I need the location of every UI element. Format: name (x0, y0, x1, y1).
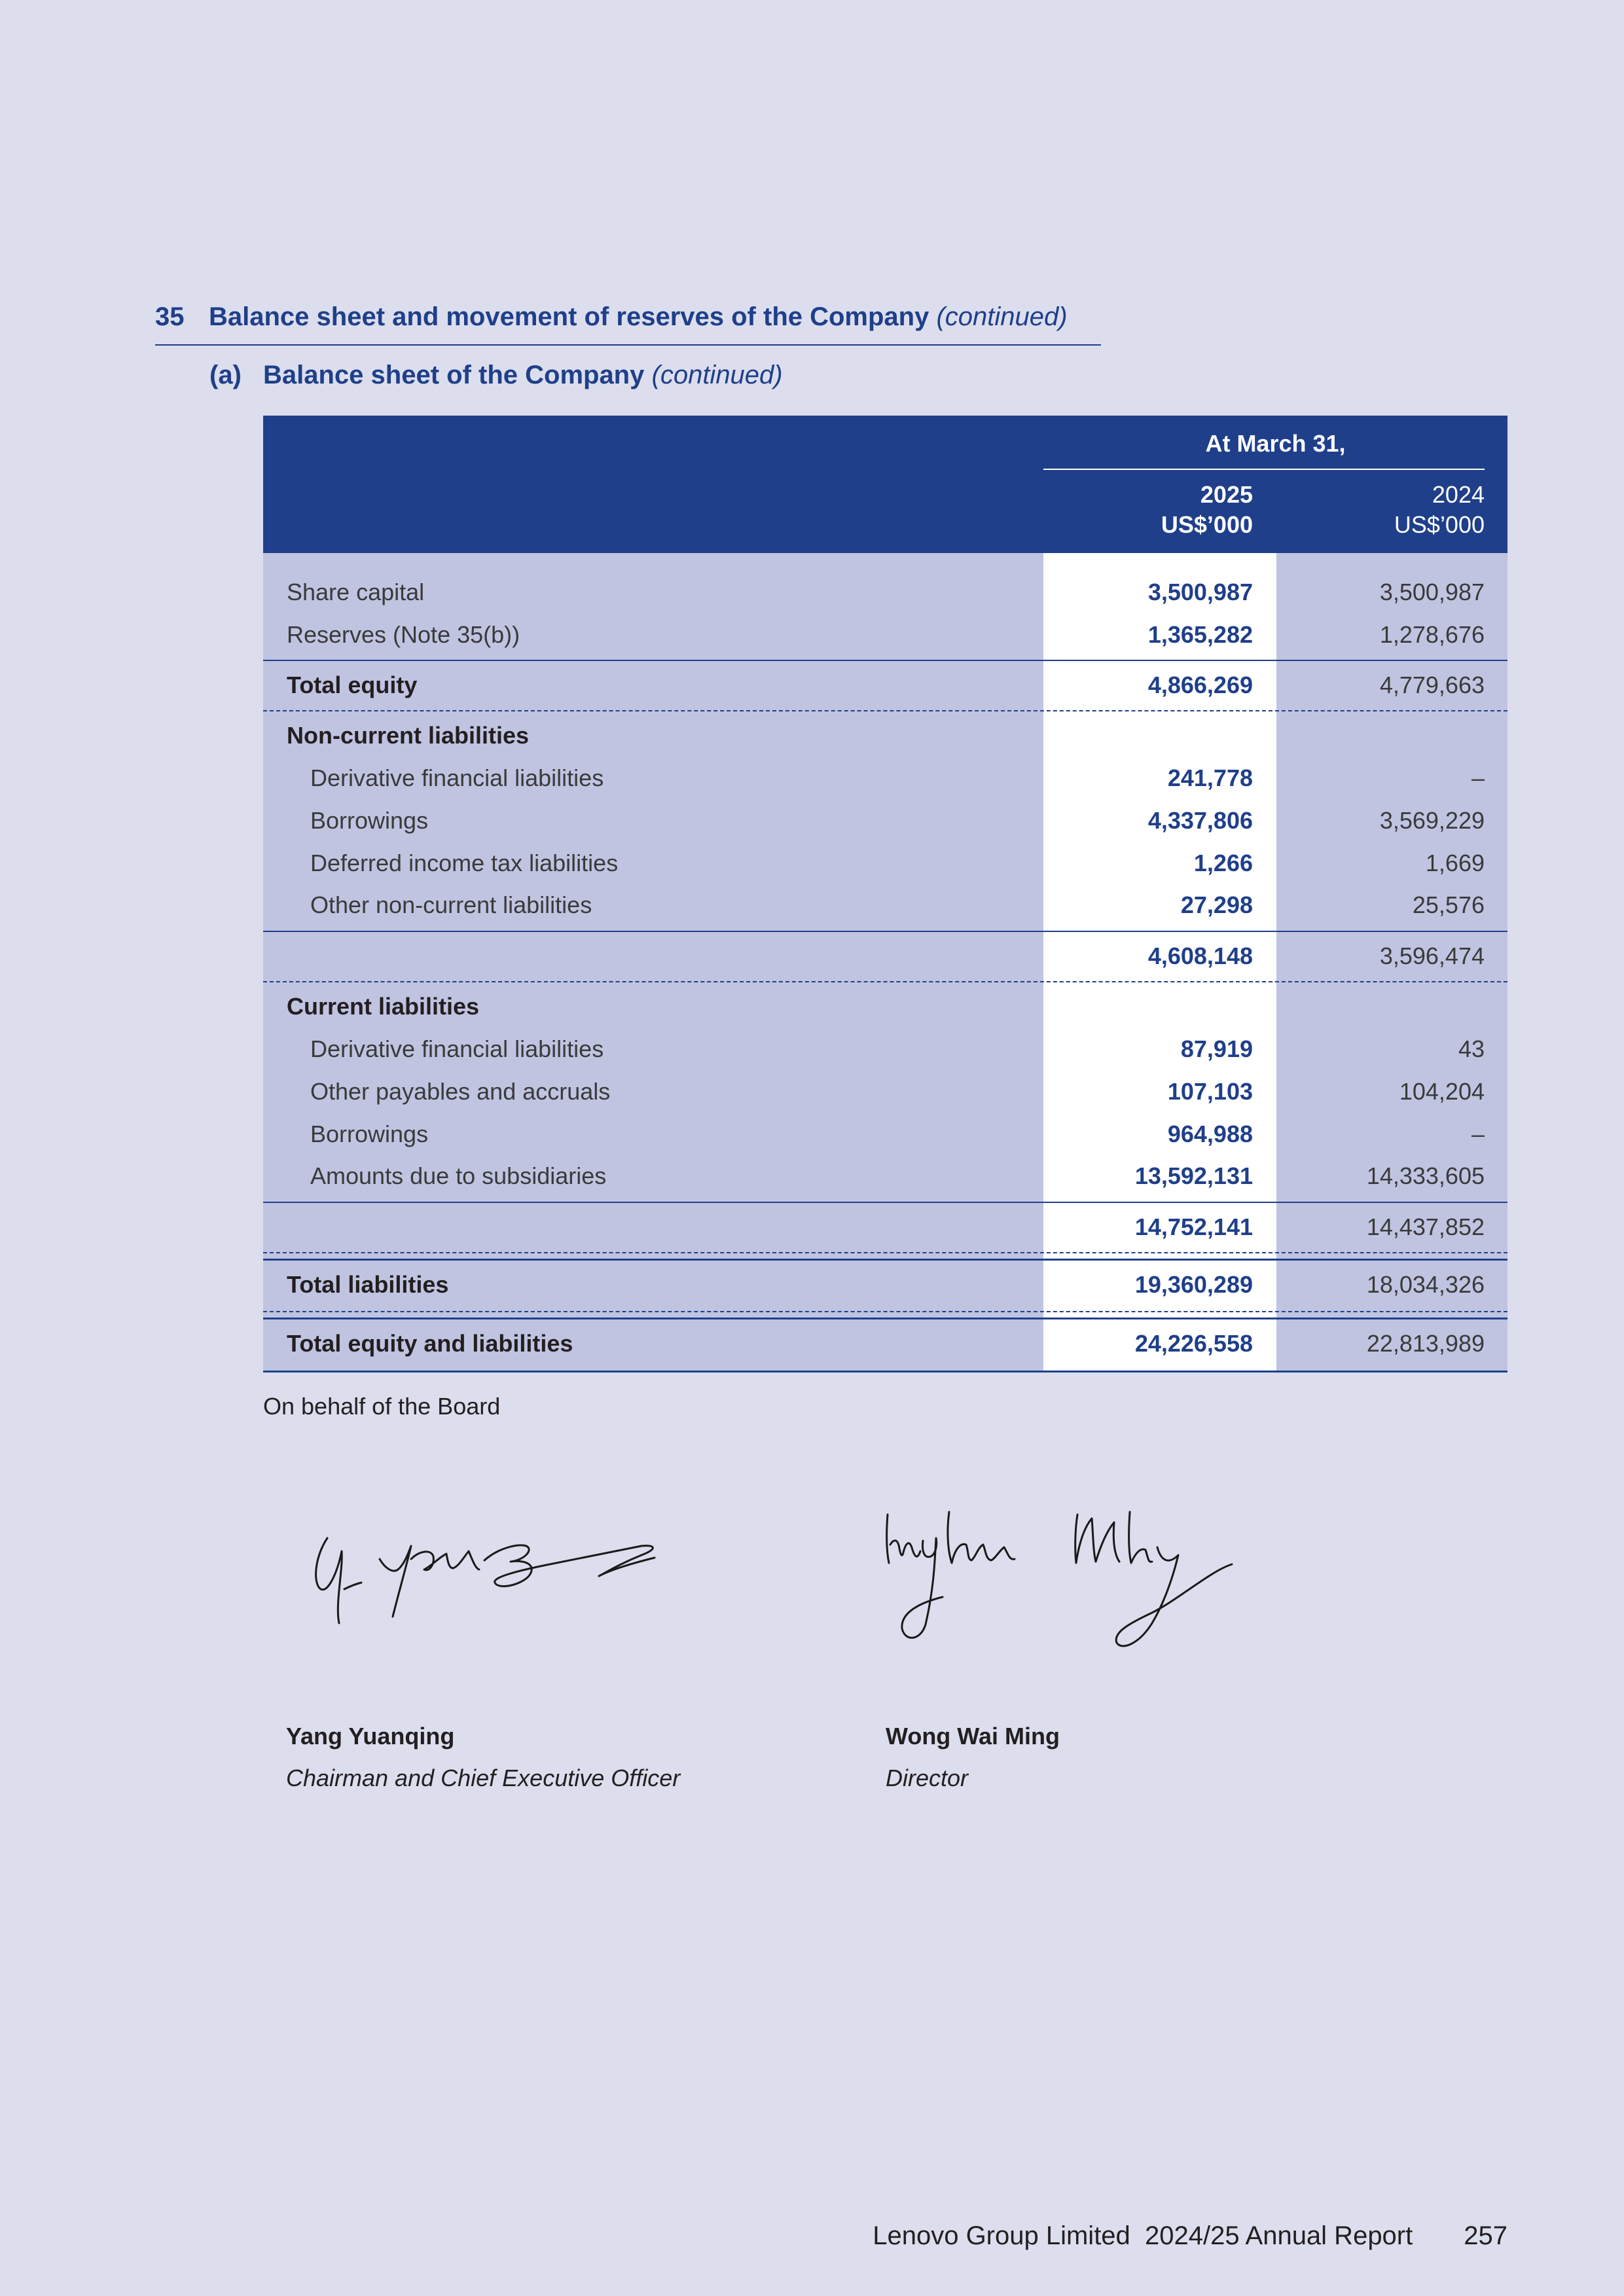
table-row-reserves (263, 614, 1507, 656)
table-row-c-derivative (263, 1028, 1507, 1070)
value-2025: 107,103 (1167, 1078, 1253, 1105)
subsection-letter: (a) (209, 361, 242, 389)
value-2025: 4,337,806 (1147, 807, 1253, 834)
table-row-nc-derivative (263, 757, 1507, 799)
value-2024: 4,779,663 (1379, 672, 1485, 698)
value-2025: 27,298 (1180, 891, 1253, 918)
signatory-name-2: Wong Wai Ming (886, 1723, 1060, 1749)
value-2025: 964,988 (1167, 1121, 1253, 1147)
table-header (263, 416, 1507, 553)
value-2024: 14,333,605 (1366, 1162, 1485, 1189)
signatory-name-1: Yang Yuanqing (286, 1723, 455, 1749)
table-row-total-equity-liabilities (263, 1323, 1507, 1365)
section-title: Balance sheet and movement of reserves of the Company (209, 302, 929, 331)
dashed-rule (263, 1311, 1507, 1312)
section-number: 35 (155, 302, 185, 331)
row-label: Other non-current liabilities (310, 891, 592, 918)
row-label: Total equity and liabilities (287, 1330, 573, 1357)
signature-yang-yuanqing (301, 1505, 727, 1636)
header-rule (1043, 469, 1485, 470)
value-2025: 4,866,269 (1147, 672, 1253, 698)
page-number: 257 (1464, 2221, 1507, 2250)
header-2025-year: 2025 (1200, 481, 1253, 508)
value-2024: 1,278,676 (1379, 621, 1485, 648)
row-label: Total equity (287, 672, 418, 698)
table-row-current-heading (263, 986, 1507, 1028)
header-group-label: At March 31, (1205, 430, 1346, 457)
table-row-nc-borrowings (263, 800, 1507, 842)
board-statement: On behalf of the Board (263, 1393, 501, 1420)
table-row-share-capital (263, 571, 1507, 613)
row-label: Share capital (287, 579, 425, 605)
subsection-heading (209, 361, 783, 390)
table-row-total-equity (263, 664, 1507, 706)
signatory-title-1: Chairman and Chief Executive Officer (286, 1765, 681, 1791)
value-2024: 18,034,326 (1366, 1271, 1485, 1298)
table-row-noncurrent-heading (263, 715, 1507, 757)
section-continued: (continued) (936, 302, 1068, 331)
signature-wong-wai-ming (871, 1499, 1237, 1669)
dashed-rule (263, 1252, 1507, 1253)
subsection-title: Balance sheet of the Company (263, 361, 645, 389)
header-2024-year: 2024 (1432, 481, 1485, 508)
table-row-noncurrent-subtotal (263, 935, 1507, 977)
header-2025 (1043, 480, 1253, 540)
rule (263, 1371, 1507, 1372)
value-2024: – (1471, 1121, 1485, 1147)
row-label: Derivative financial liabilities (310, 764, 604, 791)
value-2025: 87,919 (1180, 1035, 1253, 1062)
row-label: Total liabilities (287, 1271, 449, 1298)
footer-report-title: Lenovo Group Limited 2024/25 Annual Report (873, 2221, 1413, 2250)
section-heading (155, 302, 1101, 346)
dashed-rule (263, 710, 1507, 711)
rule (263, 1259, 1507, 1261)
row-label: Other payables and accruals (310, 1078, 611, 1105)
value-2024: 25,576 (1412, 891, 1485, 918)
value-2024: 43 (1458, 1035, 1485, 1062)
value-2024: – (1471, 764, 1485, 791)
value-2024: 14,437,852 (1366, 1213, 1485, 1240)
row-label: Current liabilities (287, 993, 480, 1020)
value-2025: 1,365,282 (1147, 621, 1253, 648)
value-2024: 3,569,229 (1379, 807, 1485, 834)
rule (263, 1318, 1507, 1319)
header-2024 (1276, 480, 1485, 540)
table-row-deferred-tax (263, 842, 1507, 884)
subsection-continued: (continued) (651, 361, 783, 389)
value-2025: 14,752,141 (1134, 1213, 1253, 1240)
row-label: Deferred income tax liabilities (310, 850, 619, 876)
row-label: Borrowings (310, 807, 429, 834)
value-2025: 24,226,558 (1134, 1330, 1253, 1357)
value-2024: 22,813,989 (1366, 1330, 1485, 1357)
row-label: Reserves (Note 35(b)) (287, 621, 520, 648)
rule (263, 931, 1507, 932)
row-label: Borrowings (310, 1121, 429, 1147)
table-row-other-noncurrent (263, 884, 1507, 926)
value-2024: 104,204 (1399, 1078, 1485, 1105)
value-2025: 13,592,131 (1134, 1162, 1253, 1189)
table-row-c-borrowings (263, 1113, 1507, 1155)
row-label: Derivative financial liabilities (310, 1035, 604, 1062)
table-row-total-liabilities (263, 1264, 1507, 1306)
value-2025: 4,608,148 (1147, 942, 1253, 969)
row-label: Non-current liabilities (287, 722, 530, 749)
table-row-due-subsidiaries (263, 1155, 1507, 1197)
table-row-current-subtotal (263, 1206, 1507, 1248)
value-2025: 241,778 (1167, 764, 1253, 791)
header-2025-unit: US$’000 (1161, 511, 1253, 538)
dashed-rule (263, 981, 1507, 982)
rule (263, 660, 1507, 661)
balance-sheet-table (263, 416, 1507, 1372)
value-2025: 1,266 (1193, 850, 1253, 876)
header-2024-unit: US$’000 (1394, 511, 1485, 538)
table-row-other-payables (263, 1071, 1507, 1113)
rule (263, 1202, 1507, 1203)
value-2024: 3,596,474 (1379, 942, 1485, 969)
signatory-title-2: Director (886, 1765, 969, 1791)
value-2025: 3,500,987 (1147, 579, 1253, 605)
value-2025: 19,360,289 (1134, 1271, 1253, 1298)
value-2024: 3,500,987 (1379, 579, 1485, 605)
value-2024: 1,669 (1425, 850, 1485, 876)
page-footer (785, 2221, 1507, 2251)
row-label: Amounts due to subsidiaries (310, 1162, 607, 1189)
